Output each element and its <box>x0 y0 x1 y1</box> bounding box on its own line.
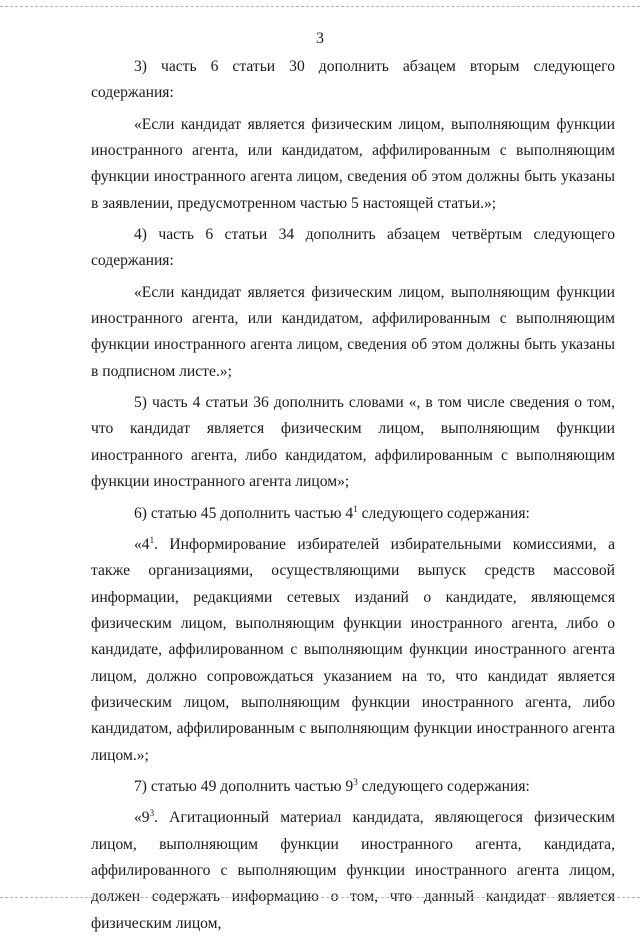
paragraph-quote-3: «Если кандидат является физическим лицом, выполняющим функции иностранного агента, или кандидатом, аффилированным с выполняющим функции иностранного агента лицом, сведения об этом должны быть указаны в заявлении, предусмотренном частью 5 настоящей статьи.»; <box>91 115 615 212</box>
document-body <box>91 54 615 937</box>
quote-6-superscript: 1 <box>149 534 155 545</box>
quote-7-superscript: 3 <box>149 808 155 819</box>
quote-7-text-end: . Агитационный материал кандидата, являющегося физическим лицом, выполняющим функции иностранного агента, кандидата, аффилированного с выполняющим функции иностранного агента лицом, должен содержать информацию о том, что данный кандидат является физическим лицом, <box>91 809 615 932</box>
item-7-text-end: следующего содержания: <box>357 777 530 795</box>
item-7-text-start: 7) статью 49 дополнить частью 9 <box>134 777 354 795</box>
item-6-superscript: 1 <box>353 503 358 514</box>
item-6-text-end: следующего содержания: <box>357 504 530 522</box>
paragraph-quote-7 <box>91 805 615 937</box>
paragraph-item-4: 4) часть 6 статьи 34 дополнить абзацем четвёртым следующего содержания: <box>91 226 615 270</box>
item-7-superscript: 3 <box>353 776 358 787</box>
paragraph-quote-4: «Если кандидат является физическим лицом, выполняющим функции иностранного агента, или кандидатом, аффилированным с выполняющим функции иностранного агента лицом, сведения об этом должны быть указаны в подписном листе.»; <box>91 283 615 380</box>
paragraph-item-5: 5) часть 4 статьи 36 дополнить словами «, в том числе сведения о том, что кандидат является физическим лицом, выполняющим функции иностранного агента, либо кандидатом, аффилированным с выполняющим функции иностранного агента лицом»; <box>91 394 615 491</box>
item-6-text-start: 6) статью 45 дополнить частью 4 <box>134 504 354 522</box>
paragraph-quote-6 <box>91 532 615 769</box>
paragraph-item-7 <box>91 774 615 800</box>
quote-7-text-start: «9 <box>134 809 150 827</box>
quote-6-text-start: «4 <box>134 535 150 553</box>
quote-6-text-end: . Информирование избирателей избирательными комиссиями, а также организациями, осуществляющими выпуск средств массовой информации, редакциями сетевых изданий о кандидате, являющемся физическим лицом, выполняющим функции иностранного агента, либо о кандидате, аффилированном с выполняющим функции иностранного агента лицом, должно сопровождаться указанием на то, что кандидат является физическим лицом, выполняющим функции иностранного агента, либо кандидатом, аффилированным с выполняющим функции иностранного агента лицом.»; <box>91 535 615 764</box>
paragraph-item-3: 3) часть 6 статьи 30 дополнить абзацем вторым следующего содержания: <box>91 58 615 102</box>
page-bottom-edge <box>0 897 640 898</box>
page-number: 3 <box>316 30 324 47</box>
paragraph-item-6 <box>91 501 615 527</box>
page-top-edge <box>0 6 640 7</box>
